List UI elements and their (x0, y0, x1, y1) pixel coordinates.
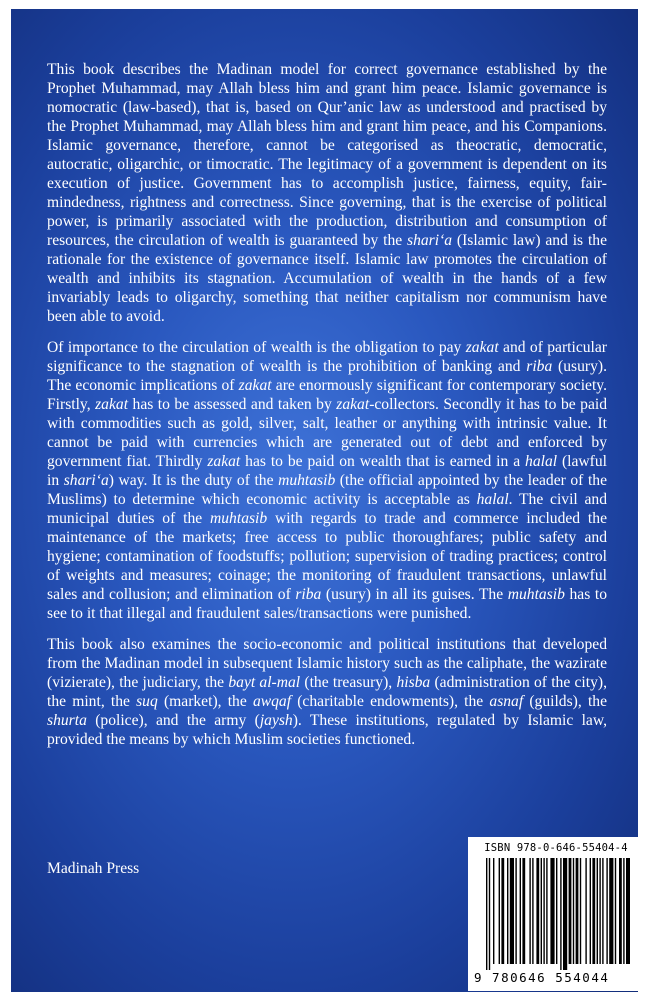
italic-term: zakat (95, 396, 129, 413)
text-run: has to be assessed and taken by (128, 396, 337, 413)
italic-term: halal (476, 491, 509, 508)
italic-term: awqaf (252, 693, 292, 710)
barcode-bar (615, 858, 616, 964)
blurb-text (47, 60, 607, 761)
italic-term: shari‘a (407, 232, 453, 249)
blurb-paragraph-2 (47, 338, 607, 623)
barcode-bar (602, 858, 603, 964)
barcode-bar (573, 858, 574, 964)
barcode-bar (510, 858, 514, 964)
italic-term: jaysh (259, 712, 293, 729)
italic-term: riba (526, 358, 553, 375)
italic-term: muhtasib (210, 510, 268, 527)
text-run: (market), the (157, 693, 253, 710)
back-cover (11, 9, 638, 992)
barcode-bar (560, 858, 561, 970)
barcode-bar (550, 858, 554, 964)
italic-term: halal (525, 453, 558, 470)
barcode-bar (532, 858, 533, 964)
barcode-bar (543, 858, 544, 964)
text-run: . The civil and municipal duties of the (47, 491, 607, 527)
barcode-bar (522, 858, 525, 964)
barcode-bar (563, 858, 567, 970)
publisher-name: Madinah Press (47, 860, 140, 877)
italic-term: riba (295, 586, 322, 603)
barcode-bar (576, 858, 579, 964)
italic-term: suq (136, 693, 158, 710)
text-run: are enormously significant for contemporary society. Firstly, (47, 377, 607, 413)
barcode-bars (482, 858, 630, 970)
text-run: (usury) in all its guises. The (321, 586, 508, 603)
barcode-bar (507, 858, 508, 964)
blurb-paragraph-3 (47, 635, 607, 749)
barcode-bar (556, 858, 557, 964)
barcode-bar (609, 858, 613, 964)
text-run: -collectors. Secondly it has to be paid with commodities such as gold, silver, salt, leather or anything with intrinsic value. It cannot be paid with currencies which are generated out of debt and enforced by government fiat. Thirdly (47, 396, 607, 470)
text-run: ) way. It is the duty of the (108, 472, 279, 489)
isbn-barcode (468, 837, 638, 991)
italic-term: zakat (465, 339, 499, 356)
italic-term: muhtasib (278, 472, 336, 489)
italic-term: shari‘a (63, 472, 109, 489)
barcode-bar (592, 858, 595, 964)
barcode-bar (599, 858, 600, 964)
italic-term: shurta (47, 712, 87, 729)
barcode-bar (623, 858, 624, 964)
italic-term: hisba (396, 674, 431, 691)
barcode-bar (590, 858, 591, 964)
barcode-bar (541, 858, 542, 964)
barcode-bar (515, 858, 516, 964)
barcode-bar (486, 858, 487, 970)
barcode-bar (529, 858, 530, 964)
italic-term: muhtasib (507, 586, 565, 603)
barcode-bar (580, 858, 581, 964)
italic-term: zakat (238, 377, 272, 394)
text-run: (the treasury), (300, 674, 397, 691)
text-run: (Islamic law) and is the rationale for the existence of governance itself. Islamic law promotes the circulation of wealth and inhibits its stagnation. Accumulation of wealth in the hands of a few invariably leads to oligarchy, something that neither capitalism nor communism have been able to avoid. (47, 232, 607, 325)
italic-term: zakat (336, 396, 370, 413)
text-run: has to be paid on wealth that is earned in a (240, 453, 526, 470)
text-run: ). These institutions, regulated by Islamic law, provided the means by which Muslim societies functioned. (47, 712, 607, 748)
barcode-bar (501, 858, 504, 964)
text-run: has to see to it that illegal and fraudulent sales/transactions were punished. (47, 586, 607, 622)
text-run: This book also examines the socio-economic and political institutions that developed from the Madinan model in subsequent Islamic history such as the caliphate, the wazirate (vizierate), the judiciary, the (47, 636, 607, 691)
text-run: Of importance to the circulation of wealth is the obligation to pay (47, 339, 466, 356)
barcode-bar (569, 858, 572, 964)
text-run: (police), and the army ( (86, 712, 260, 729)
barcode-bar (499, 858, 500, 964)
italic-term: bayt al-mal (228, 674, 301, 691)
text-run: (administration of the city), the mint, the (47, 674, 607, 710)
barcode-bar (520, 858, 521, 964)
text-run: (usury). The economic implications of (47, 358, 607, 394)
text-run: (lawful in (47, 453, 608, 489)
barcode-bar (597, 858, 598, 964)
text-run: (charitable endowments), the (291, 693, 490, 710)
blurb-paragraph-1 (47, 60, 607, 326)
italic-term: asnaf (489, 693, 524, 710)
barcode-bar (489, 858, 490, 970)
text-run: (the official appointed by the leader of the Muslims) to determine which economic activity is acceptable as (47, 472, 607, 508)
barcode-bar (536, 858, 539, 964)
barcode-bar (619, 858, 622, 964)
text-run: (guilds), the (523, 693, 607, 710)
text-run: with regards to trade and commerce included the maintenance of the markets; free access to public thoroughfares; public safety and hygiene; contamination of foodstuffs; pollution; supervision of trading practices; control of weights and measures; coinage; the monitoring of fraudulent transactions, unlawful sales and collusion; and elimination of (47, 510, 607, 603)
barcode-digits: 9 780646 554044 (474, 970, 610, 985)
barcode-bar (493, 858, 494, 964)
barcode-bar (606, 858, 607, 964)
text-run: This book describes the Madinan model for correct governance established by the Prophet Muhammad, may Allah bless him and grant him peace. Islamic governance is nomocratic (law-based), that is, based on Qur’anic law as understood and practised by the Prophet Muhammad, may Allah bless him and grant him peace, and his Companions. Islamic governance, therefore, cannot be categorised as theocratic, democratic, autocratic, oligarchic, or timocratic. The legitimacy of a government is dependent on its execution of justice. Government has to accomplish justice, fairness, equity, fair-mindedness, rightness and correctness. Since governing, that is the exercise of political power, is primarily associated with the production, distribution and consumption of resources, the circulation of wealth is guaranteed by the (47, 61, 607, 249)
barcode-bar (546, 858, 547, 964)
barcode-bar (626, 858, 630, 964)
isbn-label: ISBN 978-0-646-55404-4 (484, 842, 628, 854)
italic-term: zakat (207, 453, 241, 470)
text-run: and of particular significance to the stagnation of wealth is the prohibition of banking and (47, 339, 607, 375)
barcode-bar (585, 858, 586, 964)
